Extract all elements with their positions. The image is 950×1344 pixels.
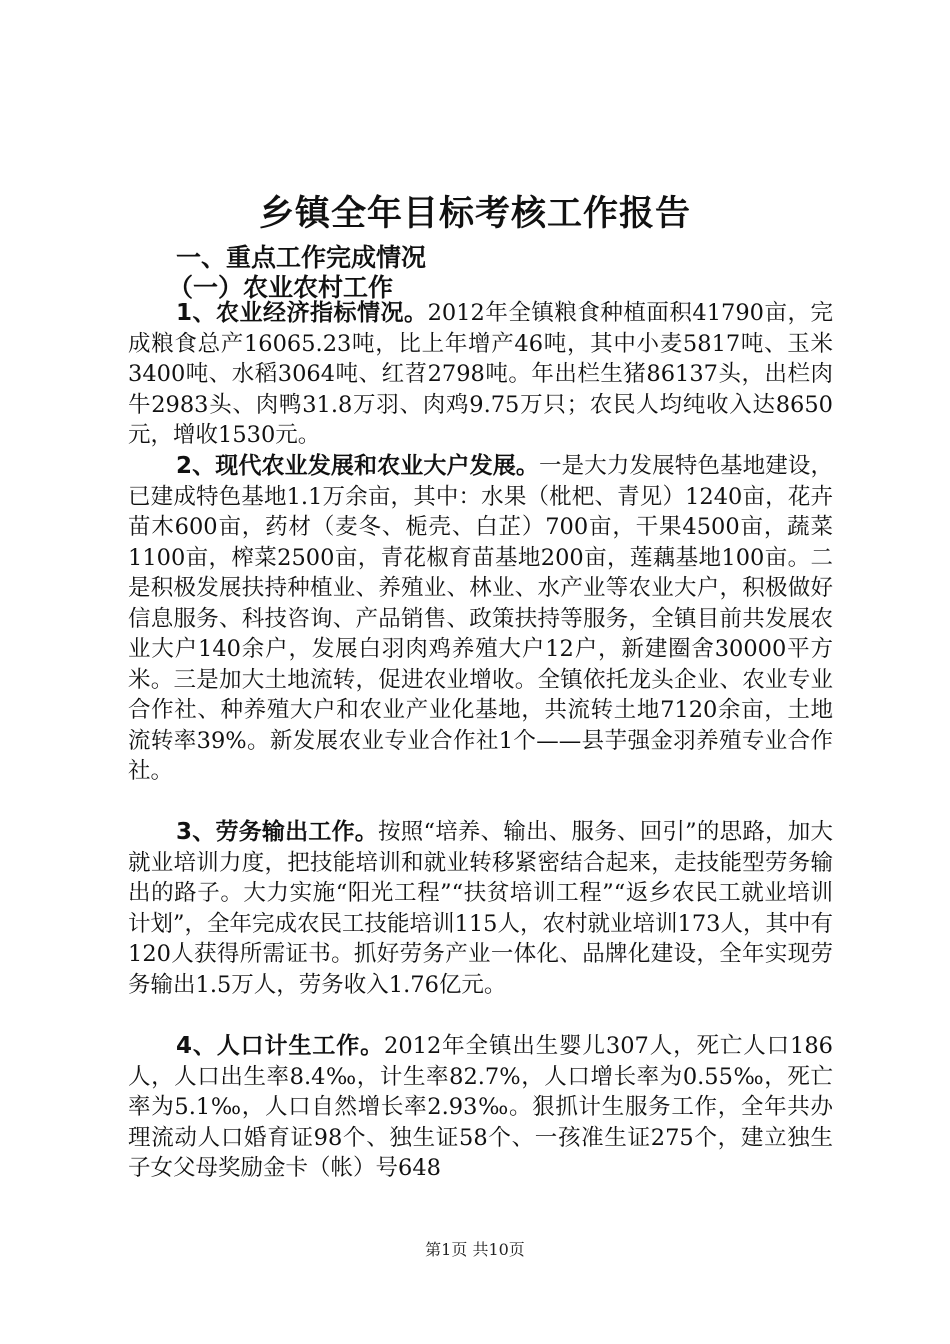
paragraph-agri-indicators bbox=[128, 298, 833, 451]
paragraph-population bbox=[128, 1031, 833, 1184]
paragraph-lead: 2、现代农业发展和农业大户发展。 bbox=[176, 453, 539, 479]
document-title: 乡镇全年目标考核工作报告 bbox=[258, 194, 691, 234]
paragraph-lead: 1、农业经济指标情况。 bbox=[176, 300, 428, 326]
paragraph-text: 2012年全镇出生婴儿307人，死亡人口186人，人口出生率8.4‰，计生率82.7%，人口增长率为0.55‰，死亡率为5.1‰，人口自然增长率2.93‰。狠抓计生服务工作，全年共办理流动人口婚育证98个、独生证58个、一孩准生证275个，建立独生子女父母奖励金卡（帐）号648 bbox=[128, 1033, 833, 1181]
paragraph-text: 2012年全镇粮食种植面积41790亩，完成粮食总产16065.23吨，比上年增产46吨，其中小麦5817吨、玉米3400吨、水稻3064吨、红苕2798吨。年出栏生猪86137头，出栏肉牛2983头、肉鸭31.8万羽、肉鸡9.75万只；农民人均纯收入达8650元，增收1530元。 bbox=[128, 300, 833, 448]
paragraph-text: 按照“培养、输出、服务、回引”的思路，加大就业培训力度，把技能培训和就业转移紧密结合起来，走技能型劳务输出的路子。大力实施“阳光工程”“扶贫培训工程”“返乡农民工就业培训计划”，全年完成农民工技能培训115人，农村就业培训173人，其中有120人获得所需证书。抓好劳务产业一体化、品牌化建设，全年实现劳务输出1.5万人，劳务收入1.76亿元。 bbox=[128, 819, 833, 998]
section-heading: 一、重点工作完成情况 bbox=[176, 243, 427, 272]
paragraph-lead: 3、劳务输出工作。 bbox=[176, 819, 379, 845]
paragraph-modern-agri bbox=[128, 451, 833, 787]
paragraph-text: 一是大力发展特色基地建设，已建成特色基地1.1万余亩，其中：水果（枇杷、青见）1240亩，花卉苗木600亩，药材（麦冬、栀壳、白芷）700亩，干果4500亩，蔬菜1100亩，榨菜2500亩，青花椒育苗基地200亩，莲藕基地100亩。二是积极发展扶持种植业、养殖业、林业、水产业等农业大户，积极做好信息服务、科技咨询、产品销售、政策扶持等服务，全镇目前共发展农业大户140余户，发展白羽肉鸡养殖大户12户，新建圈舍30000平方米。三是加大土地流转，促进农业增收。全镇依托龙头企业、农业专业合作社、种养殖大户和农业产业化基地，共流转土地7120余亩，土地流转率39%。新发展农业专业合作社1个——县芋强金羽养殖专业合作社。 bbox=[128, 453, 833, 784]
paragraph-lead: 4、人口计生工作。 bbox=[176, 1033, 385, 1059]
subsection-heading: （一）农业农村工作 bbox=[168, 273, 394, 302]
paragraph-labor-export bbox=[128, 817, 833, 1000]
page-footer: 第1页 共10页 bbox=[425, 1240, 525, 1259]
